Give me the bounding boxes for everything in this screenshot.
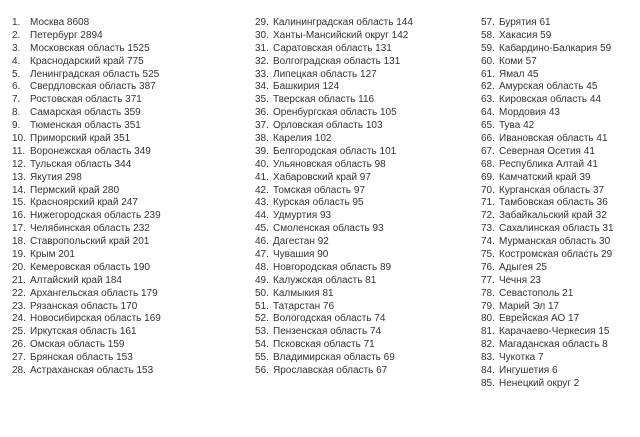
list-item-number: 70. <box>481 184 495 196</box>
list-item-text: Ставропольский край 201 <box>30 236 150 248</box>
list-item <box>12 185 242 198</box>
list-item <box>12 146 242 159</box>
list-item-text: Свердловская область 387 <box>30 81 156 93</box>
list-item-number: 57. <box>481 17 495 28</box>
list-item <box>255 197 470 210</box>
list-item <box>255 159 470 172</box>
list-item-text: Тува 42 <box>499 120 535 132</box>
list-item-number: 7. <box>12 94 21 106</box>
list-item-text: Республика Алтай 41 <box>499 158 598 170</box>
list-item <box>481 56 639 69</box>
list-item <box>255 30 470 43</box>
list-item <box>12 210 242 223</box>
list-item-number: 54. <box>255 339 269 351</box>
list-item-number: 59. <box>481 42 495 54</box>
list-item-text: Забайкальский край 32 <box>499 210 607 222</box>
list-item <box>12 56 242 69</box>
list-item-text: Амурская область 45 <box>499 81 598 93</box>
list-item <box>12 352 242 365</box>
list-item-number: 37. <box>255 120 269 132</box>
list-item-number: 13. <box>12 171 26 183</box>
list-item <box>481 210 639 223</box>
list-item <box>12 120 242 133</box>
list-item <box>255 185 470 198</box>
list-item-number: 83. <box>481 352 495 364</box>
list-item <box>255 69 470 82</box>
list-item <box>255 120 470 133</box>
list-item-text: Пензенская область 74 <box>273 326 382 338</box>
list-item-text: Пермский край 280 <box>30 184 120 196</box>
list-item <box>481 133 639 146</box>
list-item-number: 62. <box>481 81 495 93</box>
list-item-number: 58. <box>481 29 495 41</box>
list-column-1 <box>12 17 242 378</box>
list-item <box>481 17 639 30</box>
list-item-number: 47. <box>255 249 269 261</box>
list-item <box>481 365 639 378</box>
list-item-number: 43. <box>255 197 269 209</box>
list-item-text: Хабаровский край 97 <box>273 171 371 183</box>
list-item-text: Рязанская область 170 <box>30 300 138 312</box>
list-item-text: Астраханская область 153 <box>30 365 154 377</box>
list-item-text: Еврейская АО 17 <box>499 313 580 325</box>
list-item-text: Карелия 102 <box>273 133 332 145</box>
list-item-number: 76. <box>481 261 495 273</box>
list-item-number: 26. <box>12 339 26 351</box>
list-item <box>12 223 242 236</box>
list-item-text: Алтайский край 184 <box>30 274 122 286</box>
list-item <box>255 94 470 107</box>
list-item <box>481 339 639 352</box>
list-item <box>12 30 242 43</box>
list-item-text: Чукотка 7 <box>499 352 544 364</box>
list-item-text: Московская область 1525 <box>30 42 150 54</box>
list-item <box>255 275 470 288</box>
list-item-number: 69. <box>481 171 495 183</box>
list-item <box>255 352 470 365</box>
list-item-number: 20. <box>12 261 26 273</box>
list-item-number: 12. <box>12 158 26 170</box>
list-item-text: Костромская область 29 <box>499 249 613 261</box>
list-item <box>12 301 242 314</box>
list-item-text: Хакасия 59 <box>499 29 552 41</box>
list-item <box>481 146 639 159</box>
list-item-text: Магаданская область 8 <box>499 339 608 351</box>
list-item <box>481 249 639 262</box>
list-item-text: Сахалинская область 31 <box>499 223 614 235</box>
list-item <box>481 43 639 56</box>
list-item-text: Ленинградская область 525 <box>30 68 160 80</box>
list-item <box>12 236 242 249</box>
list-item-number: 27. <box>12 352 26 364</box>
list-item-number: 75. <box>481 249 495 261</box>
list-column-2 <box>255 17 470 378</box>
list-item <box>255 288 470 301</box>
list-item <box>481 120 639 133</box>
list-item <box>255 172 470 185</box>
list-item <box>12 339 242 352</box>
list-item <box>12 326 242 339</box>
list-item <box>481 313 639 326</box>
list-item-text: Кемеровская область 190 <box>30 261 150 273</box>
list-item-text: Мурманская область 30 <box>499 236 611 248</box>
list-item <box>255 107 470 120</box>
list-item-number: 72. <box>481 210 495 222</box>
list-item <box>255 236 470 249</box>
list-item-number: 49. <box>255 274 269 286</box>
list-item-text: Омская область 159 <box>30 339 125 351</box>
list-item <box>12 262 242 275</box>
list-item-number: 68. <box>481 158 495 170</box>
list-item <box>255 365 470 378</box>
list-item-text: Тюменская область 351 <box>30 120 141 132</box>
list-item-text: Новгородская область 89 <box>273 261 392 273</box>
list-item <box>481 288 639 301</box>
list-item <box>12 288 242 301</box>
list-item-text: Кировская область 44 <box>499 94 602 106</box>
list-item-text: Калининградская область 144 <box>273 17 413 28</box>
list-item <box>255 326 470 339</box>
list-item-text: Новосибирская область 169 <box>30 313 161 325</box>
list-item-number: 73. <box>481 223 495 235</box>
list-item-number: 2. <box>12 29 21 41</box>
list-item-number: 51. <box>255 300 269 312</box>
list-item-number: 63. <box>481 94 495 106</box>
list-item-text: Коми 57 <box>499 55 537 67</box>
list-item-text: Брянская область 153 <box>30 352 133 364</box>
list-item-number: 32. <box>255 55 269 67</box>
list-item-number: 44. <box>255 210 269 222</box>
list-item-number: 56. <box>255 365 269 377</box>
list-item <box>12 313 242 326</box>
list-item-text: Татарстан 76 <box>273 300 335 312</box>
list-item-number: 84. <box>481 365 495 377</box>
list-item-number: 64. <box>481 107 495 119</box>
list-item-text: Тульская область 344 <box>30 158 132 170</box>
list-item-text: Смоленская область 93 <box>273 223 384 235</box>
list-item <box>481 197 639 210</box>
list-item-number: 48. <box>255 261 269 273</box>
list-item-text: Тамбовская область 36 <box>499 197 608 209</box>
list-item <box>255 339 470 352</box>
list-item-number: 82. <box>481 339 495 351</box>
list-item-text: Курская область 95 <box>273 197 364 209</box>
list-item-text: Дагестан 92 <box>273 236 329 248</box>
list-item-number: 15. <box>12 197 26 209</box>
list-item-text: Петербург 2894 <box>30 29 103 41</box>
list-item-text: Мордовия 43 <box>499 107 560 119</box>
list-item-number: 42. <box>255 184 269 196</box>
list-item-number: 8. <box>12 107 21 119</box>
list-item-text: Приморский край 351 <box>30 133 131 145</box>
list-item-text: Нижегородская область 239 <box>30 210 161 222</box>
list-item <box>255 301 470 314</box>
list-item-number: 23. <box>12 300 26 312</box>
list-item-text: Липецкая область 127 <box>273 68 377 80</box>
list-column-3 <box>481 17 639 391</box>
list-item-text: Тверская область 116 <box>273 94 375 106</box>
list-item-text: Белгородская область 101 <box>273 145 397 157</box>
list-item-number: 17. <box>12 223 26 235</box>
list-item-text: Томская область 97 <box>273 184 366 196</box>
list-item-number: 21. <box>12 274 26 286</box>
list-item-number: 52. <box>255 313 269 325</box>
list-item <box>12 94 242 107</box>
list-item-number: 1. <box>12 17 21 28</box>
list-item-number: 39. <box>255 145 269 157</box>
list-item <box>481 185 639 198</box>
list-item-text: Самарская область 359 <box>30 107 141 119</box>
list-item-text: Якутия 298 <box>30 171 82 183</box>
list-item-number: 81. <box>481 326 495 338</box>
list-item <box>12 69 242 82</box>
list-item-number: 36. <box>255 107 269 119</box>
list-item-number: 4. <box>12 55 21 67</box>
list-item-text: Волгоградская область 131 <box>273 55 401 67</box>
list-item-text: Кабардино-Балкария 59 <box>499 42 612 54</box>
list-item-text: Севастополь 21 <box>499 287 574 299</box>
list-item <box>481 301 639 314</box>
list-item-text: Иркутская область 161 <box>30 326 137 338</box>
list-item-text: Оренбургская область 105 <box>273 107 397 119</box>
list-item <box>12 275 242 288</box>
list-item-number: 29. <box>255 17 269 28</box>
list-item <box>255 262 470 275</box>
list-item <box>481 159 639 172</box>
list-item-text: Калужская область 81 <box>273 274 377 286</box>
list-item-number: 33. <box>255 68 269 80</box>
list-item <box>481 378 639 391</box>
list-item-number: 16. <box>12 210 26 222</box>
list-item-number: 25. <box>12 326 26 338</box>
list-item-number: 77. <box>481 274 495 286</box>
list-item-number: 45. <box>255 223 269 235</box>
list-item <box>255 56 470 69</box>
list-item-text: Курганская область 37 <box>499 184 605 196</box>
list-item-text: Псковская область 71 <box>273 339 375 351</box>
list-item <box>255 133 470 146</box>
list-item <box>12 249 242 262</box>
list-item-number: 24. <box>12 313 26 325</box>
list-item-number: 50. <box>255 287 269 299</box>
list-item-number: 40. <box>255 158 269 170</box>
list-item <box>481 107 639 120</box>
list-item <box>481 326 639 339</box>
list-item-number: 78. <box>481 287 495 299</box>
list-item-number: 10. <box>12 133 26 145</box>
list-item-number: 66. <box>481 133 495 145</box>
list-item <box>481 275 639 288</box>
list-item-number: 28. <box>12 365 26 377</box>
list-item-text: Ханты-Мансийский округ 142 <box>273 29 409 41</box>
list-item-text: Архангельская область 179 <box>30 287 158 299</box>
list-item-text: Красноярский край 247 <box>30 197 138 209</box>
list-item <box>255 17 470 30</box>
list-item-number: 5. <box>12 68 21 80</box>
list-item-text: Камчатский край 39 <box>499 171 591 183</box>
list-item-text: Удмуртия 93 <box>273 210 332 222</box>
list-item-number: 74. <box>481 236 495 248</box>
list-item <box>255 223 470 236</box>
list-item-text: Башкирия 124 <box>273 81 340 93</box>
list-item-text: Адыгея 25 <box>499 261 547 273</box>
list-item <box>255 43 470 56</box>
list-item <box>12 133 242 146</box>
list-item-text: Владимирская область 69 <box>273 352 395 364</box>
list-item-text: Ростовская область 371 <box>30 94 142 106</box>
list-item <box>12 107 242 120</box>
list-item-text: Крым 201 <box>30 249 75 261</box>
list-item-text: Ямал 45 <box>499 68 539 80</box>
list-item-number: 31. <box>255 42 269 54</box>
list-item-text: Ингушетия 6 <box>499 365 558 377</box>
list-item <box>12 197 242 210</box>
list-item-number: 55. <box>255 352 269 364</box>
list-item <box>255 210 470 223</box>
list-item <box>255 146 470 159</box>
list-item-number: 11. <box>12 145 26 157</box>
list-item-number: 65. <box>481 120 495 132</box>
list-item-number: 67. <box>481 145 495 157</box>
list-item-text: Марий Эл 17 <box>499 300 560 312</box>
list-item-text: Москва 8608 <box>30 17 90 28</box>
list-item <box>12 365 242 378</box>
list-item-number: 3. <box>12 42 21 54</box>
list-item-number: 61. <box>481 68 495 80</box>
list-item <box>12 43 242 56</box>
list-item <box>481 94 639 107</box>
list-item-number: 34. <box>255 81 269 93</box>
list-item-text: Ярославская область 67 <box>273 365 388 377</box>
list-item-text: Челябинская область 232 <box>30 223 150 235</box>
list-item-text: Воронежская область 349 <box>30 145 151 157</box>
list-item-number: 35. <box>255 94 269 106</box>
list-item-text: Бурятия 61 <box>499 17 551 28</box>
list-item <box>255 249 470 262</box>
list-item <box>481 30 639 43</box>
list-item <box>255 313 470 326</box>
list-item <box>255 81 470 94</box>
list-item <box>481 223 639 236</box>
list-item-text: Калмыкия 81 <box>273 287 334 299</box>
list-item-number: 18. <box>12 236 26 248</box>
list-item <box>481 236 639 249</box>
list-item-text: Вологодская область 74 <box>273 313 386 325</box>
list-item <box>481 262 639 275</box>
list-item-text: Краснодарский край 775 <box>30 55 144 67</box>
list-item-number: 22. <box>12 287 26 299</box>
list-item-number: 38. <box>255 133 269 145</box>
list-item-number: 9. <box>12 120 21 132</box>
list-item <box>12 81 242 94</box>
list-item-number: 79. <box>481 300 495 312</box>
list-item <box>481 352 639 365</box>
list-item-number: 14. <box>12 184 26 196</box>
list-item-text: Ненецкий округ 2 <box>499 377 580 389</box>
list-item-text: Ивановская область 41 <box>499 133 608 145</box>
list-item <box>481 69 639 82</box>
list-item-number: 71. <box>481 197 495 209</box>
list-item-number: 80. <box>481 313 495 325</box>
list-item <box>481 81 639 94</box>
list-item-text: Чечня 23 <box>499 274 541 286</box>
list-item-number: 60. <box>481 55 495 67</box>
list-item-number: 53. <box>255 326 269 338</box>
list-item-number: 85. <box>481 377 495 389</box>
list-item-number: 19. <box>12 249 26 261</box>
list-item-text: Саратовская область 131 <box>273 42 392 54</box>
list-item-number: 41. <box>255 171 269 183</box>
list-item <box>12 17 242 30</box>
list-item <box>12 159 242 172</box>
list-item-text: Карачаево-Черкесия 15 <box>499 326 610 338</box>
list-item-number: 46. <box>255 236 269 248</box>
list-item-number: 30. <box>255 29 269 41</box>
list-item <box>481 172 639 185</box>
list-item <box>12 172 242 185</box>
list-item-text: Ульяновская область 98 <box>273 158 386 170</box>
list-item-text: Северная Осетия 41 <box>499 145 595 157</box>
list-item-text: Орловская область 103 <box>273 120 383 132</box>
list-item-number: 6. <box>12 81 21 93</box>
list-item-text: Чувашия 90 <box>273 249 329 261</box>
